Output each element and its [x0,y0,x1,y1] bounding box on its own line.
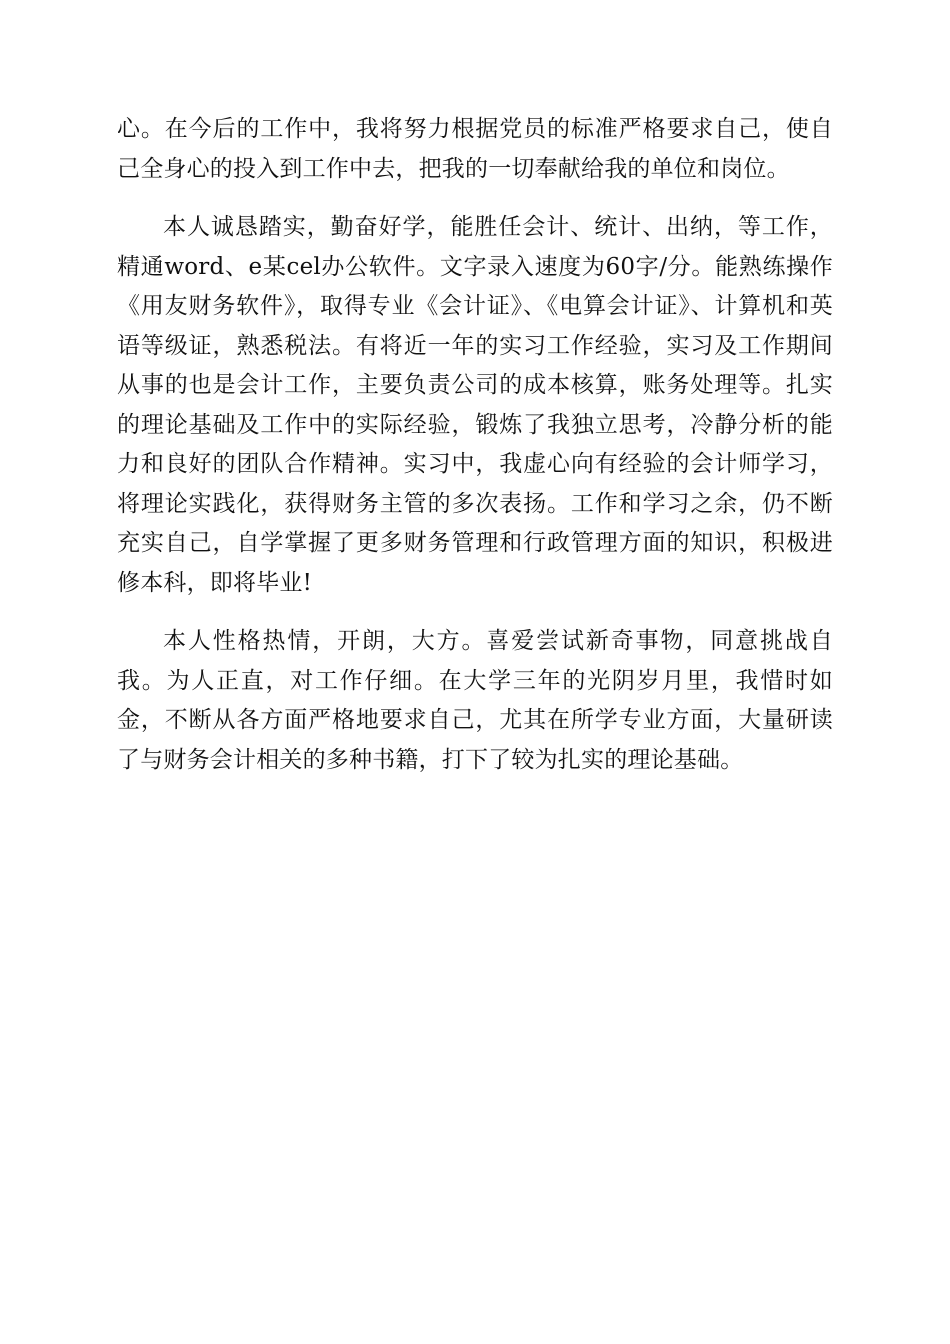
paragraph-continuation: 心。在今后的工作中，我将努力根据党员的标准严格要求自己，使自己全身心的投入到工作中去，把我的一切奉献给我的单位和岗位。 [117,116,833,182]
paragraph-skills: 本人诚恳踏实，勤奋好学，能胜任会计、统计、出纳，等工作，精通word、e某cel办公软件。文字录入速度为60字/分。能熟练操作《用友财务软件》，取得专业《会计证》、《电算会计证》、计算机和英语等级证，熟悉税法。有将近一年的实习工作经验，实习及工作期间从事的也是会计工作，主要负责公司的成本核算，账务处理等。扎实的理论基础及工作中的实际经验，锻炼了我独立思考，冷静分析的能力和良好的团队合作精神。实习中，我虚心向有经验的会计师学习，将理论实践化，获得财务主管的多次表扬。工作和学习之余，仍不断充实自己，自学掌握了更多财务管理和行政管理方面的知识，积极进修本科，即将毕业! [117,214,833,596]
paragraph-personality: 本人性格热情，开朗，大方。喜爱尝试新奇事物，同意挑战自我。为人正直，对工作仔细。在大学三年的光阴岁月里，我惜时如金，不断从各方面严格地要求自己，尤其在所学专业方面，大量研读了与财务会计相关的多种书籍，打下了较为扎实的理论基础。 [117,628,833,773]
document-body [117,110,833,780]
